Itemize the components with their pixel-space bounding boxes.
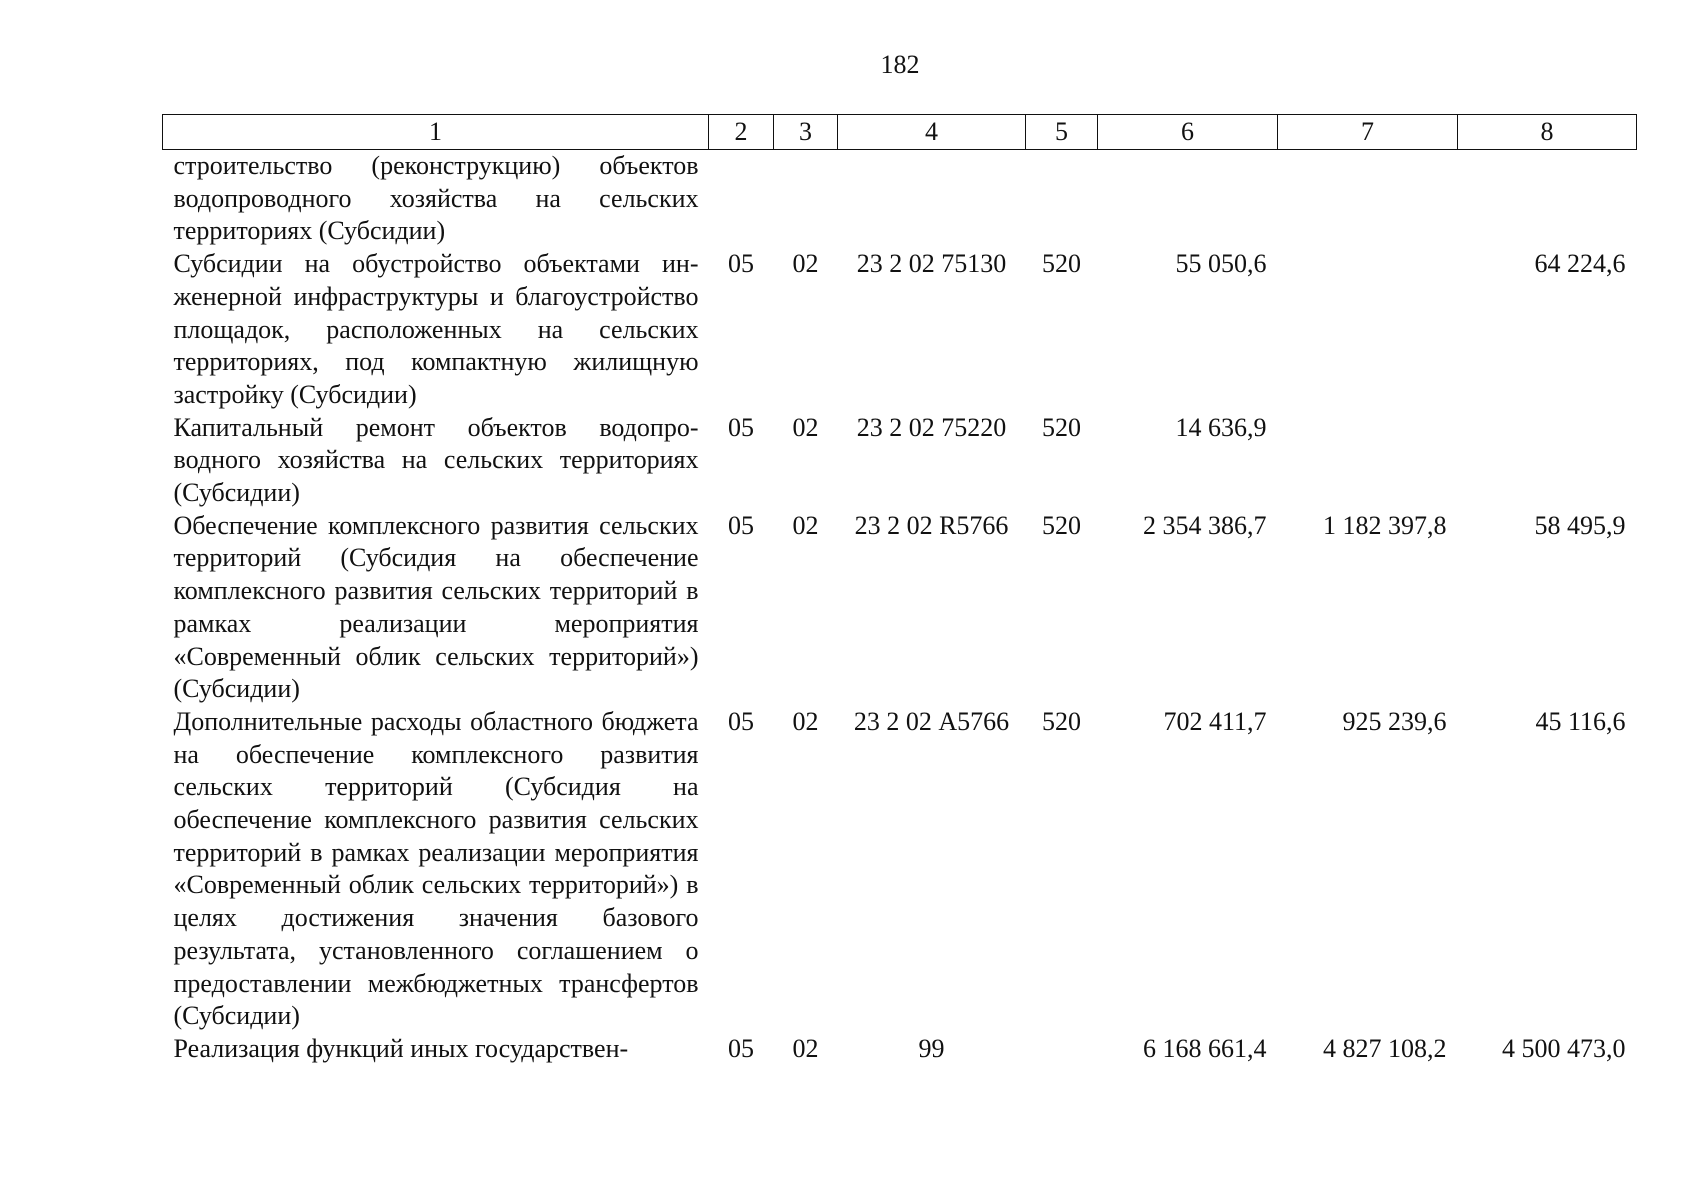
amount-column-6: 14 636,9 bbox=[1175, 412, 1267, 442]
row-description: Обеспечение комплексного развития сельских территорий (Субсидия на обеспечение комплексного развития сельских территорий в рамках реализации мероприятия «Современный облик сельских территорий») (Субсидии) bbox=[173, 510, 699, 704]
subsection-code: 02 bbox=[792, 1033, 819, 1063]
amount-column-7 bbox=[1278, 150, 1458, 249]
section-code: 05 bbox=[728, 510, 754, 540]
target-article-code: 99 bbox=[918, 1033, 945, 1063]
expense-type-code bbox=[1026, 150, 1098, 249]
amount-column-8 bbox=[1458, 150, 1637, 249]
table-row bbox=[163, 248, 1637, 412]
row-description: Дополнительные расходы областного бюджета на обеспечение комплексного развития сельских территорий (Субсидия на обеспечение комплексного развития сельских территорий в рамках реализации мероприятия «Современный облик сельских территорий») в целях достижения значения базового результата, установленного соглашением о предоставлении межбюджетных трансфертов (Субсидии) bbox=[173, 706, 699, 1031]
amount-column-7: 925 239,6 bbox=[1342, 706, 1447, 736]
amount-column-8 bbox=[1458, 412, 1637, 510]
expense-type-code: 520 bbox=[1042, 412, 1081, 442]
amount-column-6: 2 354 386,7 bbox=[1143, 510, 1267, 540]
column-header: 5 bbox=[1026, 115, 1098, 150]
column-header: 1 bbox=[163, 115, 709, 150]
column-header: 4 bbox=[838, 115, 1026, 150]
section-code: 05 bbox=[728, 706, 754, 736]
column-header: 3 bbox=[774, 115, 838, 150]
amount-column-8: 58 495,9 bbox=[1534, 510, 1626, 540]
amount-column-8: 64 224,6 bbox=[1534, 249, 1626, 279]
table-row bbox=[163, 510, 1637, 706]
subsection-code: 02 bbox=[792, 412, 819, 442]
amount-column-6: 6 168 661,4 bbox=[1143, 1033, 1267, 1063]
table-row bbox=[163, 412, 1637, 510]
column-header: 6 bbox=[1098, 115, 1278, 150]
subsection-code: 02 bbox=[792, 249, 819, 279]
page-number: 182 bbox=[880, 50, 920, 79]
target-article-code: 23 2 02 R5766 bbox=[854, 510, 1009, 540]
table-row bbox=[163, 1033, 1637, 1066]
row-description: строительство (реконструкцию) объектов водопроводного хозяйства на сельских территориях (Субсидии) bbox=[173, 151, 699, 246]
amount-column-7 bbox=[1278, 412, 1458, 510]
amount-column-7 bbox=[1278, 248, 1458, 412]
amount-column-7: 1 182 397,8 bbox=[1323, 510, 1447, 540]
budget-table bbox=[162, 114, 1637, 1066]
section-code: 05 bbox=[728, 1033, 754, 1063]
row-description: Капитальный ремонт объектов водопроводного хозяйства на сельских территориях (Субсидии) bbox=[173, 412, 699, 508]
column-number-row bbox=[163, 115, 1637, 150]
expense-type-code bbox=[1026, 1033, 1098, 1066]
section-code: 05 bbox=[728, 412, 754, 442]
target-article-code: 23 2 02 75220 bbox=[856, 412, 1007, 442]
section-code: 05 bbox=[728, 249, 754, 279]
column-header: 7 bbox=[1278, 115, 1458, 150]
amount-column-6 bbox=[1098, 150, 1278, 249]
target-article-code: 23 2 02 75130 bbox=[856, 249, 1007, 279]
row-description: Реализация функций иных государствен- bbox=[173, 1033, 629, 1063]
subsection-code: 02 bbox=[792, 706, 819, 736]
section-code bbox=[709, 150, 774, 249]
amount-column-8: 4 500 473,0 bbox=[1502, 1033, 1626, 1063]
subsection-code bbox=[774, 150, 838, 249]
table-row bbox=[163, 706, 1637, 1033]
subsection-code: 02 bbox=[792, 510, 819, 540]
amount-column-6: 702 411,7 bbox=[1163, 706, 1267, 736]
amount-column-6: 55 050,6 bbox=[1175, 249, 1267, 279]
amount-column-8: 45 116,6 bbox=[1535, 706, 1626, 736]
target-article-code bbox=[838, 150, 1026, 249]
column-header: 8 bbox=[1458, 115, 1637, 150]
expense-type-code: 520 bbox=[1042, 706, 1081, 736]
amount-column-7: 4 827 108,2 bbox=[1323, 1033, 1447, 1063]
row-description: Субсидии на обустройство объектами инженерной инфраструктуры и благоустройство площадок, расположенных на сельских территориях, под компактную жилищную застройку (Субсидии) bbox=[173, 249, 699, 409]
expense-type-code: 520 bbox=[1042, 510, 1081, 540]
table-row bbox=[163, 150, 1637, 249]
target-article-code: 23 2 02 А5766 bbox=[853, 706, 1010, 736]
expense-type-code: 520 bbox=[1042, 249, 1081, 279]
column-header: 2 bbox=[709, 115, 774, 150]
